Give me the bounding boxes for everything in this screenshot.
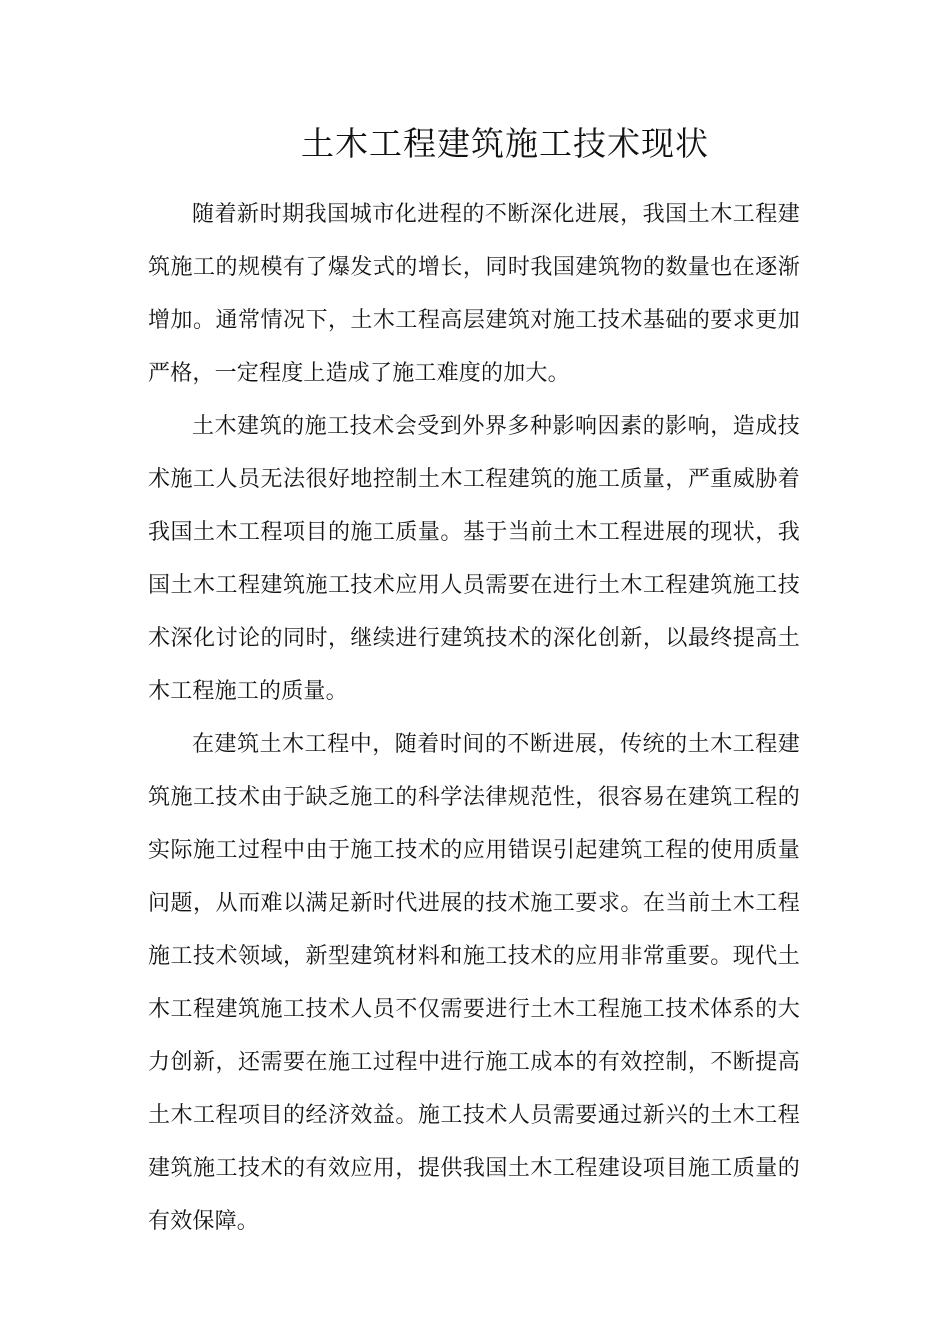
document-title: 土木工程建筑施工技术现状: [301, 124, 709, 163]
paragraph-3: 在建筑土木工程中，随着时间的不断进展，传统的土木工程建筑施工技术由于缺乏施工的科学法律规范性，很容易在建筑工程的实际施工过程中由于施工技术的应用错误引起建筑工程的使用质量问题，从而难以满足新时代进展的技术施工要求。在当前土木工程施工技术领域，新型建筑材料和施工技术的应用非常重要。现代土木工程建筑施工技术人员不仅需要进行土木工程施工技术体系的大力创新，还需要在施工过程中进行施工成本的有效控制，不断提高土木工程项目的经济效益。施工技术人员需要通过新兴的土木工程建筑施工技术的有效应用，提供我国土木工程建设项目施工质量的有效保障。: [148, 732, 800, 1234]
paragraph-1: 随着新时期我国城市化进程的不断深化进展，我国土木工程建筑施工的规模有了爆发式的增长，同时我国建筑物的数量也在逐渐增加。通常情况下，土木工程高层建筑对施工技术基础的要求更加严格，一定程度上造成了施工难度的加大。: [148, 202, 800, 386]
paragraph-2: 土木建筑的施工技术会受到外界多种影响因素的影响，造成技术施工人员无法很好地控制土木工程建筑的施工质量，严重威胁着我国土木工程项目的施工质量。基于当前土木工程进展的现状，我国土木工程建筑施工技术应用人员需要在进行土木工程建筑施工技术深化讨论的同时，继续进行建筑技术的深化创新，以最终提高土木工程施工的质量。: [148, 414, 800, 704]
document-body: [148, 188, 800, 1248]
